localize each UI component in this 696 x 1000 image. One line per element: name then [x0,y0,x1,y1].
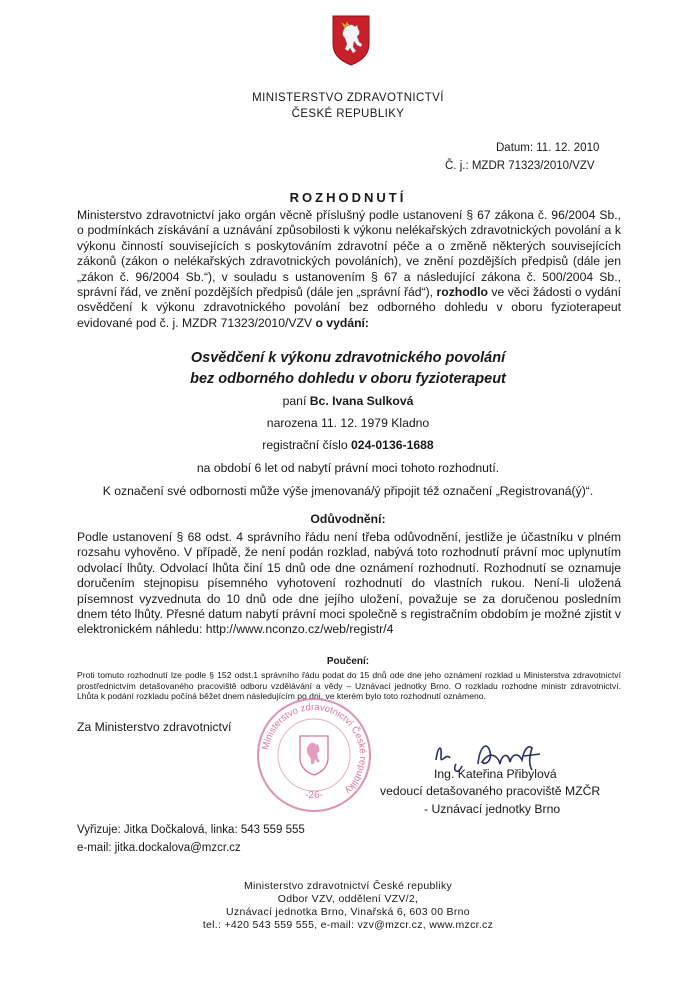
stamp-number: -26- [305,790,323,801]
handled-by: Vyřizuje: Jitka Dočkalová, linka: 543 559 555 [77,824,305,836]
birth-info: narozena 11. 12. 1979 Kladno [266,416,430,430]
signer-title: vedoucí detašovaného pracoviště MZČR [380,784,601,798]
signer-unit: - Uznávací jednotky Brno [424,802,561,816]
decision-issuance: o vydání: [315,315,369,330]
document-date: Datum: 11. 12. 2010 [496,142,600,154]
document-title: ROZHODNUTÍ [289,190,407,205]
subject-line2: bez odborného dohledu v oboru fyzioterapeut [190,371,506,387]
signoff-for: Za Ministerstvo zdravotnictví [77,720,232,734]
reasoning-text: Podle ustanovení § 68 odst. 4 správního řádu není třeba odůvodnění, jestliže je účastníku v plném rozsahu vyhověno. V případě, že není podán rozklad, nabývá toto rozhodnutí právní moc uplynutím odvolací lhůty. Odvolací lhůta činí 15 dnů ode dne oznámení rozhodnutí. Rozhodnutí se oznamuje doručením stejnopisu písemného vyhotovení rozhodnutí do vlastních rukou. Není-li uložená písemnost vyzvednuta do 10 dnů ode dne jejího uložení, považuje se za doručenou posledním dnem této lhůty. Přesné datum nabytí právní moci společně s registračním obdobím je možné zjistit v elektronickém náhledu: http://www.nconzo.cz/web/registr/4 [77,530,621,637]
subject-line1: Osvědčení k výkonu zdravotnického povolání [190,350,506,366]
footer-line1: Ministerstvo zdravotnictví České republiky [243,880,453,892]
registration-prefix: registrační číslo [262,438,348,452]
ministry-name: MINISTERSTVO ZDRAVOTNICTVÍ [252,92,444,104]
recipient-prefix: paní [282,394,307,408]
instruction-text: Proti tomuto rozhodnutí lze podle § 152 odst.1 správního řádu podat do 15 dnů ode dne jeho oznámení rozklad u Ministerstva zdravotnictví prostřednictvím detašovaného pracoviště odboru vzdělávání a vědy – Uznávací jednotky Brno. O rozkladu rozhodne ministr zdravotnictví. Lhůta k podání rozkladu počíná běžet dnem následujícím po dni, ve kterém bylo toto rozhodnutí oznámeno. [77,670,621,702]
footer-line4: tel.: +420 543 559 555, e-mail: vzv@mzcr.cz, www.mzcr.cz [202,919,494,931]
official-stamp [254,696,374,814]
decision-text-part2: ve věci žádosti o vydání osvědčení k výkonu zdravotnického povolání bez odborného dohledu v oboru fyzioterapeut evidované pod č. j. MZDR 71323/2010/VZV [77,285,621,330]
registration-number: 024-0136-1688 [351,438,434,452]
stamp-text: Ministerstvo zdravotnictví České republiky [260,701,369,797]
footer-line2: Odbor VZV, oddělení VZV/2, [277,893,419,905]
validity-period: na období 6 let od nabytí právní moci tohoto rozhodnutí. [196,461,500,475]
instruction-heading: Poučení: [326,656,370,667]
signer-name: Ing. Kateřina Přibylová [434,767,557,781]
registered-note: K označení své odbornosti může výše jmenovaná/ý připojit též označení „Registrovaná(ý)“. [102,484,594,498]
reasoning-heading: Odůvodnění: [310,512,386,526]
decision-paragraph [77,208,621,331]
recipient-name: Bc. Ivana Sulková [309,394,414,408]
registration [0,438,696,452]
decision-text-part1: Ministerstvo zdravotnictví jako orgán věcně příslušný podle ustanovení § 67 zákona č. 96/2004 Sb., o podmínkách získávání a uznávání způsobilosti k výkonu nelékařských zdravotnických povolání a k výkonu činností souvisejících s poskytováním zdravotní péče a o změně některých souvisejících zákonů (zákon o nelékařských zdravotnických povoláních), ve znění pozdějších předpisů (dále jen „zákon č. 96/2004 Sb.“), v souladu s ustanovením § 67 a následující zákona č. 500/2004 Sb., správní řád, ve znění pozdějších předpisů (dále jen „správní řád“), [77,208,621,300]
contact-email: e-mail: jitka.dockalova@mzcr.cz [77,842,241,854]
ministry-country: ČESKÉ REPUBLIKY [291,108,405,120]
footer-line3: Uznávací jednotka Brno, Vinařská 6, 603 00 Brno [226,906,470,918]
reference-number: Č. j.: MZDR 71323/2010/VZV [445,160,595,172]
recipient [0,394,696,408]
decision-verb: rozhodlo [436,285,488,300]
state-emblem-icon [331,14,371,66]
